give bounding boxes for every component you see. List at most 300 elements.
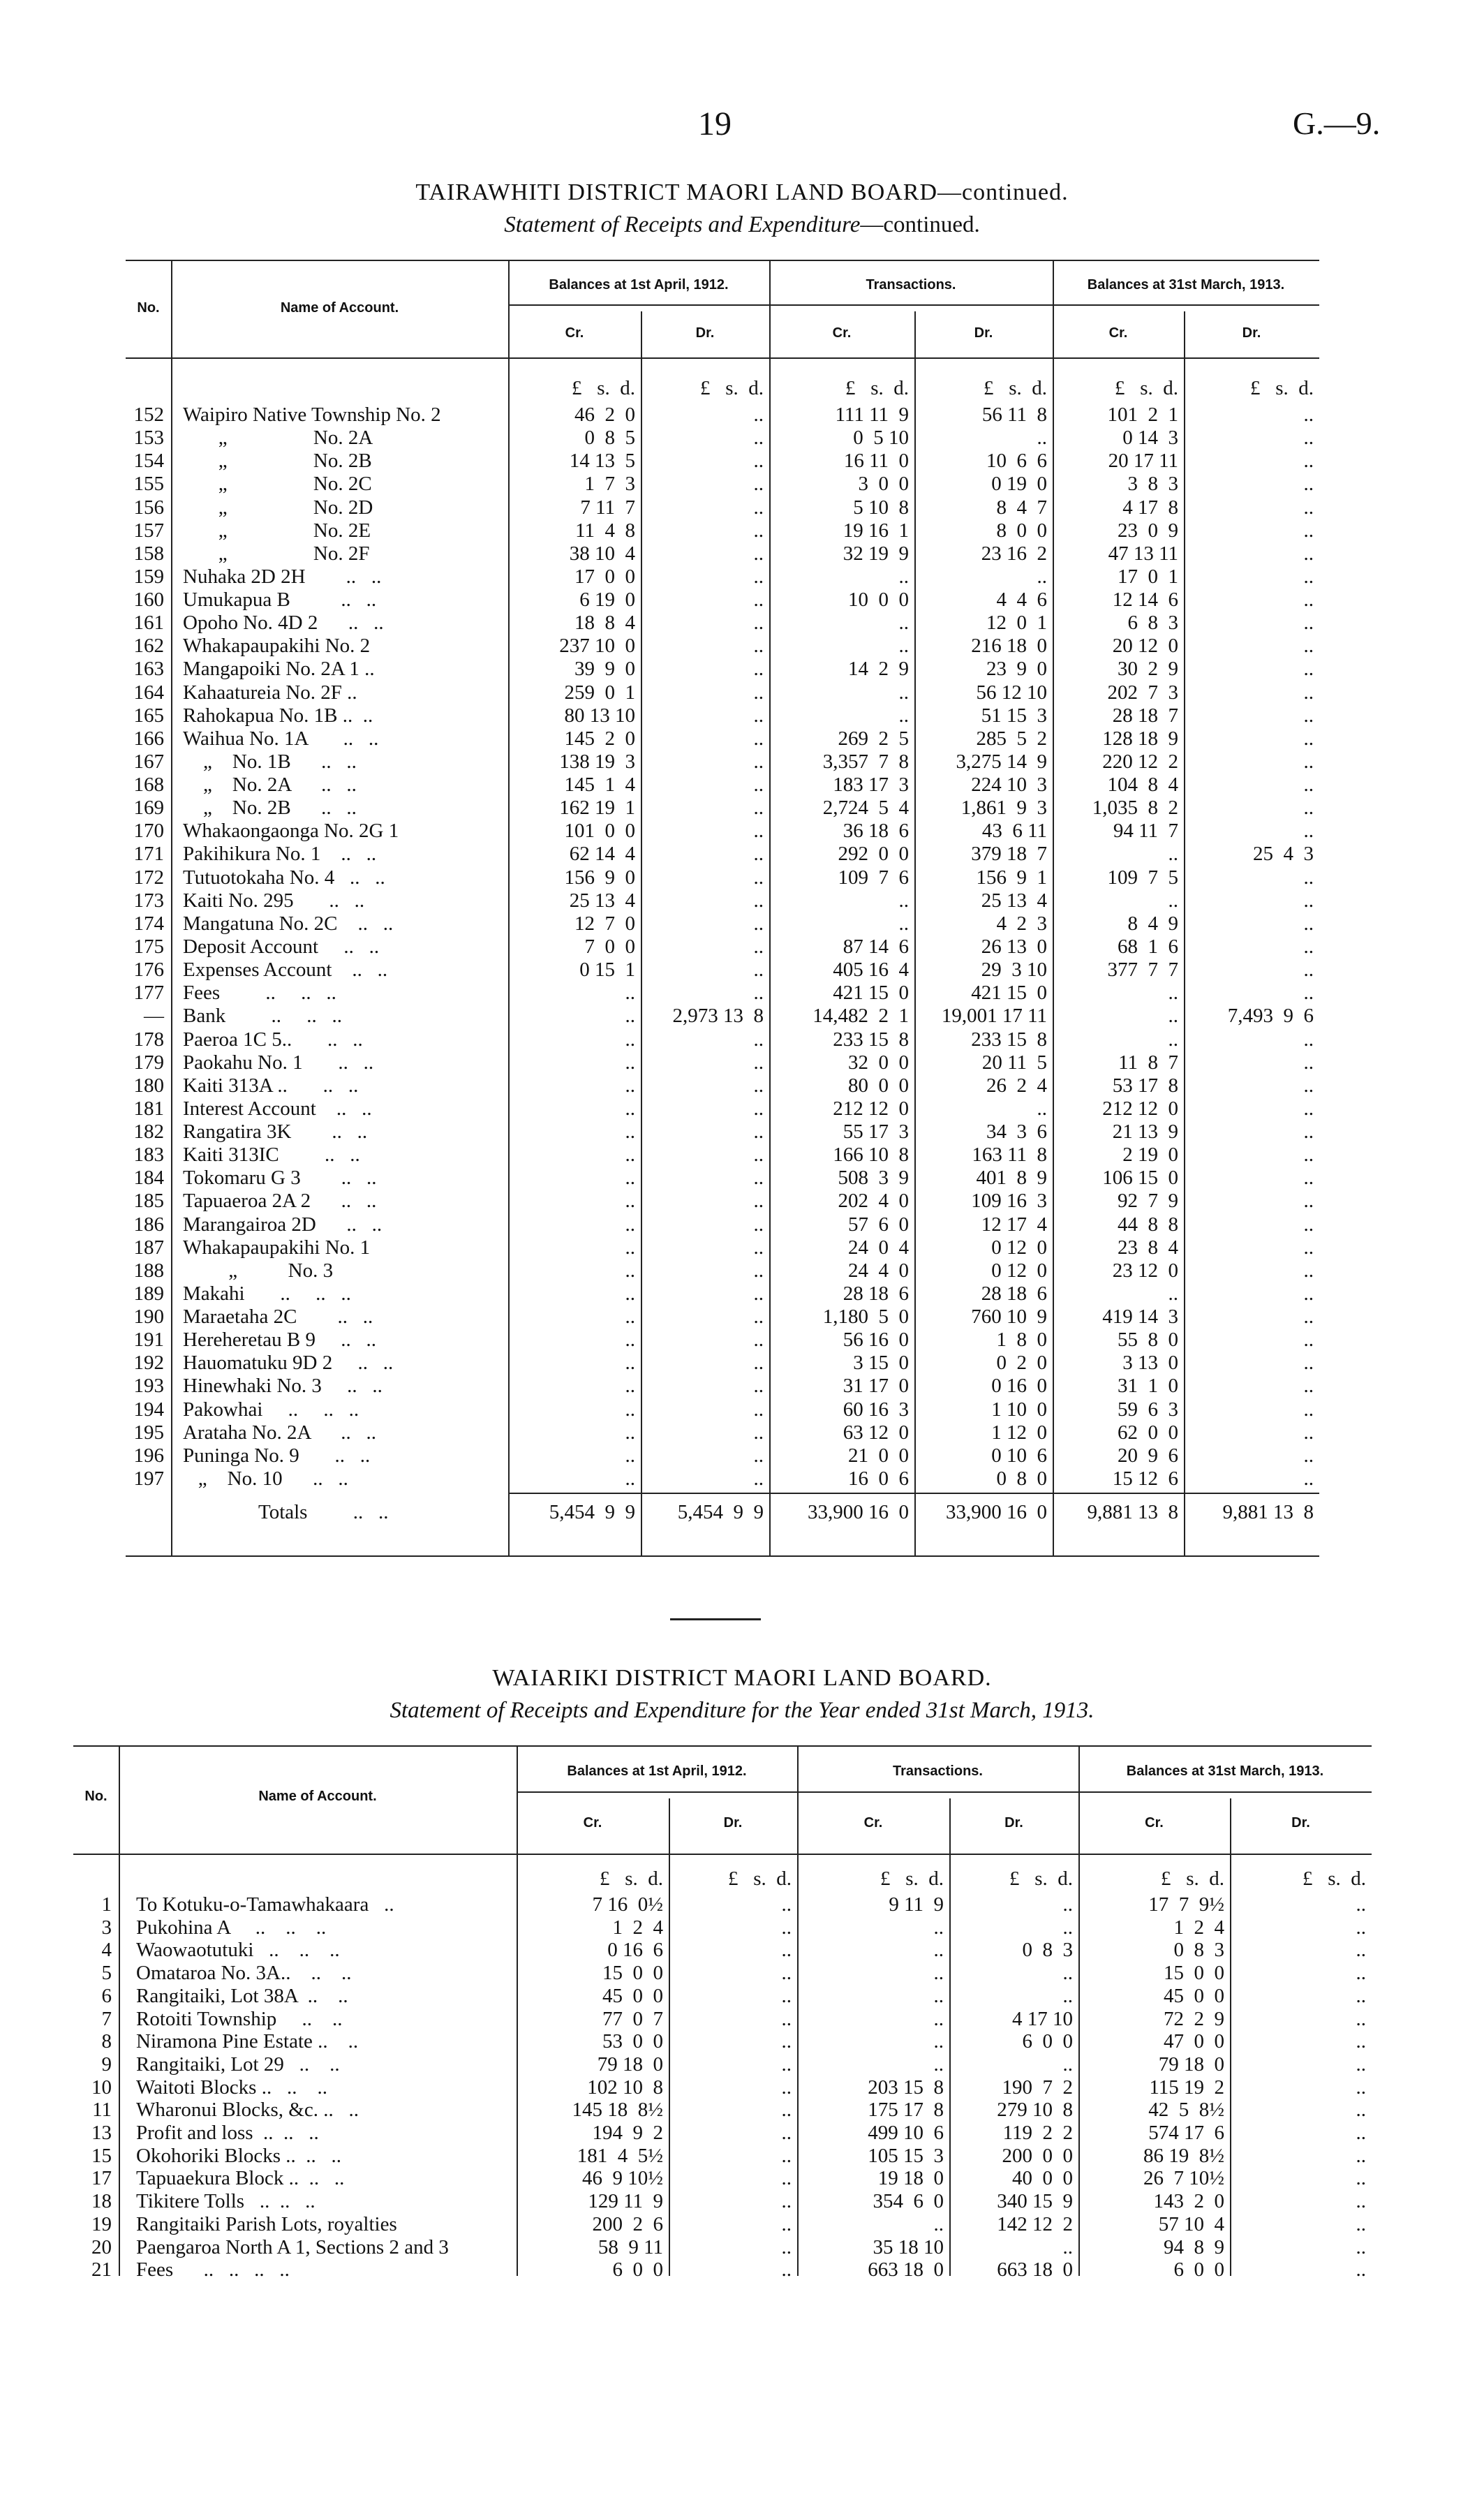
t1-row-cr-open: .. — [625, 1190, 635, 1213]
t2-row-cr-trans: .. — [933, 2053, 944, 2076]
t1-row-no: 187 — [133, 1236, 164, 1259]
t1-row-cr-close: .. — [1168, 889, 1178, 912]
t2-row-cr-trans: 499 10 6 — [868, 2122, 944, 2144]
t1-row-cr-trans: 28 18 6 — [843, 1282, 909, 1305]
t1-row-no: 181 — [133, 1097, 164, 1120]
t1-row-cr-open: .. — [625, 1467, 635, 1490]
t1-row-dr-close: .. — [1303, 1213, 1314, 1236]
t2-row-dr-close: .. — [1356, 1939, 1366, 1962]
t1-row-cr-close: 23 8 4 — [1118, 1236, 1178, 1259]
t1-row-dr-trans: 28 18 6 — [981, 1282, 1047, 1305]
t2-row-no: 17 — [91, 2167, 112, 2190]
t1-row-dr-trans: 421 15 0 — [971, 982, 1047, 1005]
t2-row-dr-open: .. — [781, 2167, 792, 2190]
t1-row-dr-open: .. — [753, 1190, 764, 1213]
t1-row-cr-open: 6 19 0 — [579, 589, 635, 612]
t1-row-cr-close: 15 12 6 — [1112, 1467, 1178, 1490]
t1-row-name: Puninga No. 9 .. .. — [183, 1444, 371, 1467]
t1-row-name: Whakapaupakihi No. 2 — [183, 635, 371, 658]
t1-lsd: £ s. d. — [571, 377, 635, 399]
t1-row-cr-close: 68 1 6 — [1118, 935, 1178, 958]
t2-row-cr-close: 1 2 4 — [1173, 1916, 1224, 1939]
t1-row-dr-open: .. — [753, 1236, 764, 1259]
t2-row-dr-open: .. — [781, 2076, 792, 2099]
t2-row-cr-open: 45 0 0 — [602, 1984, 663, 2007]
t1-row-name: Hereheretau B 9 .. .. — [183, 1329, 377, 1352]
t1-row-dr-trans: 1 10 0 — [991, 1398, 1047, 1421]
t2-row-cr-close: 115 19 2 — [1149, 2076, 1224, 2099]
t1-row-dr-open: .. — [753, 542, 764, 565]
t1-row-no: 170 — [133, 820, 164, 843]
t2-row-dr-close: .. — [1356, 1916, 1366, 1939]
t2-row-cr-open: 79 18 0 — [597, 2053, 663, 2076]
t1-row-dr-open: .. — [753, 1144, 764, 1167]
t2-row-cr-close: 42 5 8½ — [1148, 2099, 1224, 2122]
t2-head-cr-open: Cr. — [583, 1815, 602, 1831]
t2-row-cr-open: 145 18 8½ — [572, 2099, 663, 2122]
t1-head-dr-open: Dr. — [695, 325, 715, 341]
t1-row-cr-close: 104 8 4 — [1107, 774, 1178, 797]
t1-row-name: Pakihikura No. 1 .. .. — [183, 843, 377, 866]
t1-row-dr-trans: 163 11 8 — [972, 1144, 1047, 1167]
t2-row-cr-close: 47 0 0 — [1164, 2030, 1224, 2053]
t1-row-dr-trans: 216 18 0 — [971, 635, 1047, 658]
t1-row-cr-close: 128 18 9 — [1102, 727, 1178, 750]
t1-row-no: 174 — [133, 912, 164, 935]
t2-row-cr-trans: 35 18 10 — [873, 2235, 944, 2258]
t1-row-name: „ No. 2C — [183, 473, 372, 496]
t1-head-cr-close: Cr. — [1108, 325, 1128, 341]
t2-row-cr-trans: 203 15 8 — [868, 2076, 944, 2099]
t1-row-dr-close: .. — [1303, 750, 1314, 773]
t1-row-cr-open: 156 9 0 — [564, 866, 635, 889]
t1-row-no: 182 — [133, 1121, 164, 1144]
t2-row-cr-trans: .. — [933, 2212, 944, 2235]
t1-row-dr-close: .. — [1303, 704, 1314, 727]
t2-row-cr-trans: 663 18 0 — [868, 2258, 944, 2282]
t1-row-cr-trans: .. — [898, 612, 909, 635]
t2-row-name: Waitoti Blocks .. .. .. — [136, 2076, 327, 2099]
t2-row-dr-trans: 200 0 0 — [1002, 2144, 1073, 2167]
t1-row-dr-trans: 401 8 9 — [976, 1167, 1047, 1190]
t1-row-cr-trans: 3 0 0 — [858, 473, 909, 496]
t1-row-cr-open: 7 0 0 — [584, 935, 635, 958]
t1-row-no: 185 — [133, 1190, 164, 1213]
t1-row-dr-close: .. — [1303, 1074, 1314, 1097]
t2-row-dr-open: .. — [781, 1962, 792, 1985]
t1-row-dr-open: .. — [753, 427, 764, 450]
t1-row-cr-open: .. — [625, 1236, 635, 1259]
t1-row-cr-trans: 508 3 9 — [838, 1167, 909, 1190]
t1-row-cr-close: 53 17 8 — [1112, 1074, 1178, 1097]
t1-row-cr-open: 7 11 7 — [580, 496, 635, 519]
t1-row-dr-open: .. — [753, 1352, 764, 1375]
t1-row-dr-close: .. — [1303, 450, 1314, 473]
t1-row-dr-trans: 29 3 10 — [981, 959, 1047, 982]
t1-row-cr-open: 101 0 0 — [564, 820, 635, 843]
t1-row-cr-close: 17 0 1 — [1118, 565, 1178, 588]
t1-row-cr-trans: 109 7 6 — [838, 866, 909, 889]
t1-row-dr-open: .. — [753, 1329, 764, 1352]
t1-head-dr-trans: Dr. — [974, 325, 993, 341]
t1-row-dr-open: .. — [753, 1167, 764, 1190]
t1-row-dr-trans: 34 3 6 — [986, 1121, 1047, 1144]
t1-row-dr-trans: 0 19 0 — [991, 473, 1047, 496]
t1-row-cr-trans: 16 0 6 — [848, 1467, 909, 1490]
t1-row-no: 192 — [133, 1352, 164, 1375]
t1-row-dr-close: .. — [1303, 635, 1314, 658]
t1-lsd: £ s. d. — [1249, 377, 1314, 399]
t1-row-cr-trans: 269 2 5 — [838, 727, 909, 750]
t1-row-dr-trans: 25 13 4 — [981, 889, 1047, 912]
t1-row-dr-open: .. — [753, 727, 764, 750]
t2-row-cr-open: 53 0 0 — [602, 2030, 663, 2053]
t2-row-cr-open: 129 11 9 — [588, 2190, 663, 2213]
t1-head-name: Name of Account. — [280, 300, 399, 316]
t1-row-no: 186 — [133, 1213, 164, 1236]
t1-row-dr-trans: 12 17 4 — [981, 1213, 1047, 1236]
t2-row-dr-trans: 4 17 10 — [1012, 2007, 1073, 2030]
t1-row-cr-trans: .. — [898, 704, 909, 727]
t1-row-cr-close: 2 19 0 — [1122, 1144, 1178, 1167]
t1-row-dr-trans: 233 15 8 — [971, 1028, 1047, 1051]
t2-row-dr-open: .. — [781, 2030, 792, 2053]
t2-row-dr-open: .. — [781, 2258, 792, 2282]
t1-row-dr-open: .. — [753, 866, 764, 889]
t1-row-dr-close: .. — [1303, 820, 1314, 843]
t1-row-dr-close: .. — [1303, 658, 1314, 681]
t1-row-cr-open: .. — [625, 1051, 635, 1074]
t1-row-cr-open: .. — [625, 1282, 635, 1305]
t1-row-cr-trans: .. — [898, 565, 909, 588]
t1-row-cr-open: .. — [625, 1121, 635, 1144]
t1-row-cr-close: 101 2 1 — [1107, 404, 1178, 426]
t1-row-dr-close: .. — [1303, 565, 1314, 588]
t1-row-cr-open: 12 7 0 — [574, 912, 635, 935]
t1-row-dr-trans: 0 8 0 — [996, 1467, 1047, 1490]
t1-row-cr-trans: 3,357 7 8 — [822, 750, 909, 773]
t1-row-dr-close: 7,493 9 6 — [1227, 1005, 1314, 1028]
t1-row-name: Tapuaeroa 2A 2 .. .. — [183, 1190, 377, 1213]
t1-row-no: 165 — [133, 704, 164, 727]
t1-row-dr-trans: 0 12 0 — [991, 1236, 1047, 1259]
t1-row-no: 157 — [133, 519, 164, 542]
t1-row-name: Interest Account .. .. — [183, 1097, 372, 1120]
t1-row-dr-close: .. — [1303, 1467, 1314, 1490]
t1-row-name: Opoho No. 4D 2 .. .. — [183, 612, 384, 635]
t1-row-dr-open: .. — [753, 473, 764, 496]
t1-row-dr-close: .. — [1303, 959, 1314, 982]
table1-subtitle-suffix: —continued. — [860, 212, 980, 237]
t2-row-cr-close: 143 2 0 — [1153, 2190, 1224, 2213]
t1-row-dr-trans: 23 9 0 — [986, 658, 1047, 681]
t1-row-dr-trans: 4 2 3 — [996, 912, 1047, 935]
t2-row-dr-open: .. — [781, 1939, 792, 1962]
t2-row-no: 8 — [101, 2030, 112, 2053]
t2-row-cr-trans: 19 18 0 — [877, 2167, 944, 2190]
t1-row-cr-close: 220 12 2 — [1102, 750, 1178, 773]
t1-row-dr-open: .. — [753, 1467, 764, 1490]
t1-row-cr-trans: 16 11 0 — [843, 450, 909, 473]
t2-row-no: 7 — [101, 2007, 112, 2030]
t1-row-cr-trans: .. — [898, 681, 909, 704]
t2-row-dr-close: .. — [1356, 2144, 1366, 2167]
t2-row-name: Tikitere Tolls .. .. .. — [136, 2190, 316, 2213]
t1-row-dr-trans: 285 5 2 — [976, 727, 1047, 750]
t1-row-dr-close: .. — [1303, 1190, 1314, 1213]
t2-row-cr-trans: 9 11 9 — [889, 1893, 944, 1916]
t1-row-dr-trans: 26 2 4 — [986, 1074, 1047, 1097]
t1-row-cr-open: 62 14 4 — [569, 843, 635, 866]
t1-row-dr-trans: 1 12 0 — [991, 1421, 1047, 1444]
t2-row-dr-close: .. — [1356, 2007, 1366, 2030]
t1-row-no: 158 — [133, 542, 164, 565]
t1-row-dr-close: .. — [1303, 1028, 1314, 1051]
t1-row-name: Whakapaupakihi No. 1 — [183, 1236, 371, 1259]
t1-row-cr-close: 55 8 0 — [1118, 1329, 1178, 1352]
t1-row-cr-open: .. — [625, 1167, 635, 1190]
t2-row-no: 11 — [92, 2099, 112, 2122]
t1-row-dr-close: .. — [1303, 1097, 1314, 1120]
t2-row-dr-close: .. — [1356, 2190, 1366, 2213]
t1-row-no: 169 — [133, 797, 164, 820]
t1-row-cr-open: .. — [625, 1444, 635, 1467]
t1-row-cr-trans: 421 15 0 — [833, 982, 909, 1005]
t1-row-name: Hauomatuku 9D 2 .. .. — [183, 1352, 394, 1375]
t2-row-cr-trans: .. — [933, 2030, 944, 2053]
t1-row-name: „ No. 10 .. .. — [183, 1467, 348, 1490]
t1-row-dr-close: .. — [1303, 912, 1314, 935]
t2-row-dr-open: .. — [781, 2190, 792, 2213]
t2-row-cr-close: 17 7 9½ — [1148, 1893, 1224, 1916]
t1-row-dr-open: .. — [753, 797, 764, 820]
t2-row-name: Profit and loss .. .. .. — [136, 2122, 319, 2144]
t2-row-cr-close: 86 19 8½ — [1143, 2144, 1224, 2167]
t2-row-cr-open: 102 10 8 — [587, 2076, 663, 2099]
t1-row-name: Mangatuna No. 2C .. .. — [183, 912, 394, 935]
t1-row-cr-close: 11 8 7 — [1118, 1051, 1178, 1074]
t2-row-name: Rangitaiki, Lot 38A .. .. — [136, 1984, 348, 2007]
t2-row-name: Paengaroa North A 1, Sections 2 and 3 — [136, 2235, 449, 2258]
t1-row-dr-close: .. — [1303, 1051, 1314, 1074]
t1-row-no: — — [144, 1005, 164, 1028]
t2-row-dr-open: .. — [781, 2144, 792, 2167]
t1-row-dr-open: .. — [753, 774, 764, 797]
t1-row-cr-trans: 32 0 0 — [848, 1051, 909, 1074]
t1-row-name: Waihua No. 1A .. .. — [183, 727, 379, 750]
table1-title: TAIRAWHITI DISTRICT MAORI LAND BOARD—continued. — [415, 179, 1069, 205]
t1-row-no: 179 — [133, 1051, 164, 1074]
t1-row-dr-close: .. — [1303, 935, 1314, 958]
t1-row-dr-trans: .. — [1037, 427, 1047, 450]
t2-row-dr-trans: 6 0 0 — [1022, 2030, 1073, 2053]
t2-row-name: Pukohina A .. .. .. — [136, 1916, 327, 1939]
t1-row-dr-trans: 8 0 0 — [996, 519, 1047, 542]
t1-row-name: „ No. 2B — [183, 450, 372, 473]
t1-row-cr-trans: 2,724 5 4 — [822, 797, 909, 820]
t2-row-dr-open: .. — [781, 2007, 792, 2030]
t2-row-dr-close: .. — [1356, 2099, 1366, 2122]
t2-lsd: £ s. d. — [1302, 1868, 1366, 1890]
t1-row-dr-close: .. — [1303, 681, 1314, 704]
t2-row-dr-open: .. — [781, 2122, 792, 2144]
t1-row-cr-open: .. — [625, 1421, 635, 1444]
t2-row-cr-trans: .. — [933, 2007, 944, 2030]
t1-row-dr-trans: 10 6 6 — [986, 450, 1047, 473]
t2-row-dr-close: .. — [1356, 2235, 1366, 2258]
t1-row-cr-trans: 405 16 4 — [833, 959, 909, 982]
t1-row-dr-open: .. — [753, 658, 764, 681]
t1-row-dr-open: .. — [753, 750, 764, 773]
t1-row-dr-trans: 20 11 5 — [981, 1051, 1047, 1074]
t1-row-cr-open: .. — [625, 1259, 635, 1282]
t1-row-cr-trans: 292 0 0 — [838, 843, 909, 866]
t1-row-dr-close: .. — [1303, 1236, 1314, 1259]
t1-row-name: Kaiti No. 295 .. .. — [183, 889, 365, 912]
t2-row-cr-open: 200 2 6 — [592, 2212, 663, 2235]
t1-row-cr-open: .. — [625, 1375, 635, 1398]
t2-row-name: Wharonui Blocks, &c. .. .. — [136, 2099, 359, 2122]
t1-row-no: 152 — [133, 404, 164, 426]
t1-row-cr-trans: 32 19 9 — [843, 542, 909, 565]
t2-row-name: Rangitaiki Parish Lots, royalties — [136, 2212, 397, 2235]
t2-row-no: 18 — [91, 2190, 112, 2213]
t1-row-cr-open: 14 13 5 — [569, 450, 635, 473]
t1-row-cr-trans: 14,482 2 1 — [813, 1005, 909, 1028]
t1-row-dr-close: .. — [1303, 727, 1314, 750]
t1-row-dr-trans: 51 15 3 — [981, 704, 1047, 727]
t1-row-dr-close: .. — [1303, 797, 1314, 820]
t2-lsd: £ s. d. — [727, 1868, 792, 1890]
t1-row-no: 177 — [133, 982, 164, 1005]
t1-head-bal-open: Balances at 1st April, 1912. — [549, 277, 729, 293]
t1-row-cr-trans: 24 0 4 — [848, 1236, 909, 1259]
t2-row-cr-close: 79 18 0 — [1158, 2053, 1224, 2076]
t2-row-cr-close: 0 8 3 — [1173, 1939, 1224, 1962]
t1-row-cr-close: 62 0 0 — [1118, 1421, 1178, 1444]
t1-head-no: No. — [137, 300, 160, 316]
section-divider — [670, 1618, 761, 1620]
t1-row-no: 196 — [133, 1444, 164, 1467]
t1-row-cr-close: 44 8 8 — [1118, 1213, 1178, 1236]
t1-row-name: Makahi .. .. .. — [183, 1282, 351, 1305]
t1-row-cr-close: 3 8 3 — [1127, 473, 1178, 496]
t1-row-cr-close: .. — [1168, 843, 1178, 866]
t1-row-cr-close: 21 13 9 — [1112, 1121, 1178, 1144]
t1-row-cr-open: 162 19 1 — [559, 797, 635, 820]
t2-row-cr-open: 7 16 0½ — [592, 1893, 663, 1916]
t1-row-dr-open: .. — [753, 589, 764, 612]
t2-row-no: 9 — [101, 2053, 112, 2076]
t1-row-dr-open: .. — [753, 496, 764, 519]
t2-row-dr-close: .. — [1356, 1984, 1366, 2007]
t1-totals-cr-open: 5,454 9 9 — [549, 1501, 635, 1523]
t1-row-cr-close: 23 12 0 — [1112, 1259, 1178, 1282]
t1-row-no: 167 — [133, 750, 164, 773]
t2-lsd: £ s. d. — [1160, 1868, 1224, 1890]
t2-row-no: 4 — [101, 1939, 112, 1962]
t1-row-cr-close: 23 0 9 — [1118, 519, 1178, 542]
t2-head-dr-trans: Dr. — [1004, 1815, 1023, 1831]
t1-row-cr-trans: 10 0 0 — [848, 589, 909, 612]
t1-row-cr-close: 212 12 0 — [1102, 1097, 1178, 1120]
t1-row-cr-open: 1 7 3 — [584, 473, 635, 496]
t1-row-dr-trans: 3,275 14 9 — [956, 750, 1047, 773]
t1-row-no: 153 — [133, 427, 164, 450]
t1-row-cr-close: 0 14 3 — [1122, 427, 1178, 450]
t1-row-cr-close: 59 6 3 — [1118, 1398, 1178, 1421]
t1-row-cr-open: .. — [625, 1306, 635, 1329]
t1-row-dr-open: .. — [753, 1028, 764, 1051]
t1-row-cr-open: 145 2 0 — [564, 727, 635, 750]
t2-row-name: Waowaotutuki .. .. .. — [136, 1939, 340, 1962]
t1-row-dr-close: .. — [1303, 1259, 1314, 1282]
t1-row-dr-open: 2,973 13 8 — [672, 1005, 764, 1028]
t1-row-dr-open: .. — [753, 704, 764, 727]
t1-row-cr-close: 377 7 7 — [1107, 959, 1178, 982]
t1-row-dr-open: .. — [753, 519, 764, 542]
t1-row-cr-close: 30 2 9 — [1118, 658, 1178, 681]
t1-row-no: 178 — [133, 1028, 164, 1051]
t2-row-name: Omataroa No. 3A.. .. .. — [136, 1962, 352, 1985]
t2-row-dr-close: .. — [1356, 2212, 1366, 2235]
t1-row-name: Fees .. .. .. — [183, 982, 336, 1005]
t2-row-cr-trans: .. — [933, 1939, 944, 1962]
t1-row-name: Arataha No. 2A .. .. — [183, 1421, 377, 1444]
t1-row-dr-open: .. — [753, 959, 764, 982]
t2-row-dr-trans: .. — [1062, 2053, 1073, 2076]
t2-row-no: 13 — [91, 2122, 112, 2144]
t1-row-no: 168 — [133, 774, 164, 797]
t1-row-cr-open: 39 9 0 — [574, 658, 635, 681]
t2-row-cr-close: 57 10 4 — [1158, 2212, 1224, 2235]
t1-row-cr-trans: 60 16 3 — [843, 1398, 909, 1421]
t1-row-dr-trans: 56 12 10 — [976, 681, 1047, 704]
t1-head-cr-open: Cr. — [565, 325, 584, 341]
t1-row-cr-open: 38 10 4 — [569, 542, 635, 565]
t1-totals-dr-close: 9,881 13 8 — [1222, 1501, 1314, 1523]
t1-row-no: 194 — [133, 1398, 164, 1421]
t2-row-name: Fees .. .. .. .. — [136, 2258, 290, 2282]
t1-row-cr-trans: 0 5 10 — [853, 427, 909, 450]
t1-row-cr-open: 237 10 0 — [559, 635, 635, 658]
t1-row-dr-open: .. — [753, 1398, 764, 1421]
t1-row-cr-trans: 202 4 0 — [838, 1190, 909, 1213]
t1-row-name: Pakowhai .. .. .. — [183, 1398, 359, 1421]
t1-row-cr-trans: 21 0 0 — [848, 1444, 909, 1467]
t1-row-cr-open: .. — [625, 1074, 635, 1097]
t1-row-no: 156 — [133, 496, 164, 519]
t1-row-dr-open: .. — [753, 612, 764, 635]
t2-row-cr-close: 574 17 6 — [1148, 2122, 1224, 2144]
t1-row-cr-open: 0 8 5 — [584, 427, 635, 450]
t2-row-cr-open: 6 0 0 — [612, 2258, 663, 2282]
t2-row-cr-open: 77 0 7 — [602, 2007, 663, 2030]
t1-row-no: 171 — [133, 843, 164, 866]
t1-row-cr-close: .. — [1168, 1282, 1178, 1305]
t1-row-name: Hinewhaki No. 3 .. .. — [183, 1375, 383, 1398]
t1-row-no: 180 — [133, 1074, 164, 1097]
t1-row-cr-open: 80 13 10 — [564, 704, 635, 727]
t1-row-cr-close: 20 17 11 — [1108, 450, 1178, 473]
t1-row-dr-trans: 109 16 3 — [971, 1190, 1047, 1213]
t1-row-cr-trans: .. — [898, 635, 909, 658]
t1-row-dr-open: .. — [753, 565, 764, 588]
t2-row-dr-open: .. — [781, 2099, 792, 2122]
t1-row-cr-close: 202 7 3 — [1107, 681, 1178, 704]
t1-row-name: „ No. 2A .. .. — [183, 774, 357, 797]
t1-row-cr-trans: 3 15 0 — [853, 1352, 909, 1375]
